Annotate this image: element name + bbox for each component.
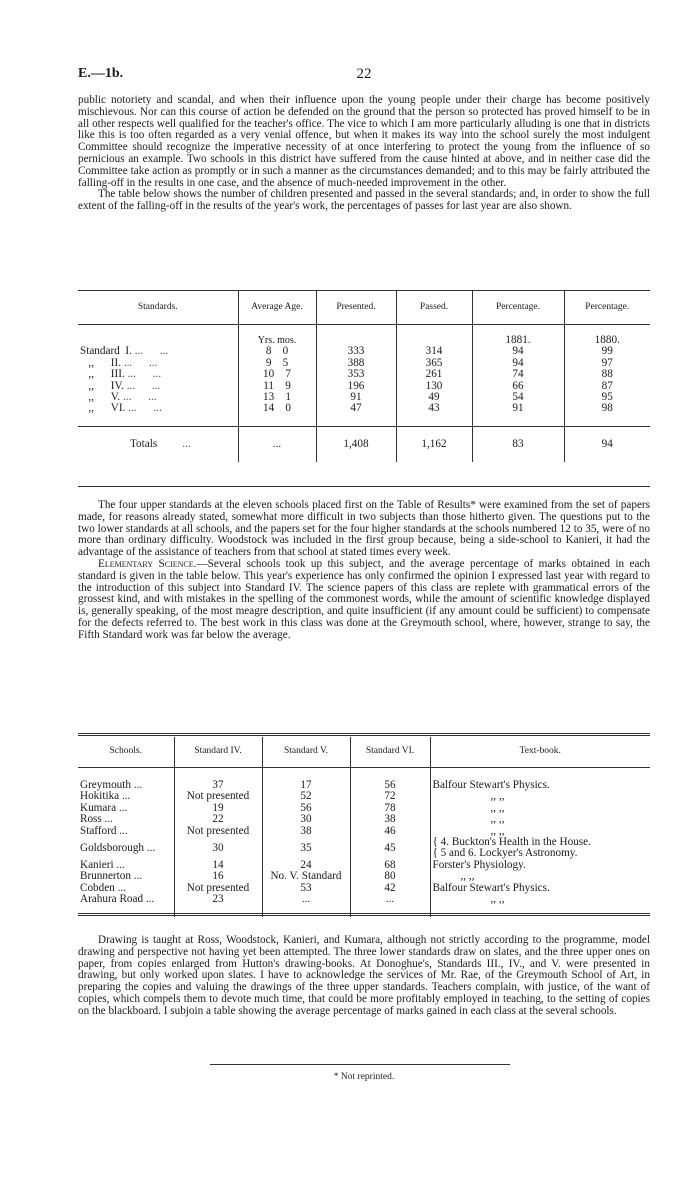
col-standard-iv: Standard IV. — [174, 737, 262, 768]
age-units: Yrs. mos. — [238, 325, 316, 347]
col-standard-v: Standard V. — [262, 737, 350, 768]
science-table-bottom-rule — [78, 913, 650, 916]
col-standards: Standards. — [78, 291, 238, 325]
table-row: Stafford ... Not presented 38 46 ,, ,, — [78, 826, 650, 837]
col-percentage-1880: Percentage. — [564, 291, 650, 325]
footnote-rule — [210, 1064, 510, 1065]
paragraph-drawing: Drawing is taught at Ross, Woodstock, Kanieri, and Kumara, although not strictly according to the programme, model drawing and perspective not having yet been attempted. The three lower standards draw on slates, and the three upper ones on paper, from copies enlarged from Hutton's drawing-books. At Donoghue's, Standards III., IV., and V. were presented in drawing, but only worked upon slates. I have to acknowledge the services of Mr. Rae, of the Greymouth School of Art, in preparing the copies and valuing the drawings of the three upper standards. Teachers complain, with justice, of the want of copies, which compels them to devote much time, that could be more profitably employed in teaching, to the setting of copies on the blackboard. I subjoin a table showing the average percentage of marks gained in each class at the several schools. — [78, 934, 650, 1017]
table-bottom-rule — [78, 486, 650, 487]
table-row: Ross ... 22 30 38 ,, ,, — [78, 814, 650, 825]
paragraph-science: Elementary Science.—Several schools took up this subject, and the average percentage of marks obtained in each standard is given in the table below. This year's experience has only confirmed the opinion I expressed last year with regard to the introduction of this subject into Standard IV. The science papers of this class are replete with grammatical errors of the grossest kind, and with mistakes in the spelling of the commonest words, while the amount of scientific knowledge displayed is, generally speaking, of the most meagre description, and quite insufficient (if any amount could be sufficient) to compensate for the defects referred to. The best work in this class was done at the Greymouth school, where, however, strange to say, the Fifth Standard work was far below the average. — [78, 557, 650, 641]
col-presented: Presented. — [316, 291, 396, 325]
paragraph-table-intro: The table below shows the number of children presented and passed in the several standards; and, in order to show the full extent of the falling-off in the results of the year's work, the percentages of passes for last year are also shown. — [78, 188, 650, 213]
table-row: ,, IV. ... ... 11 9 196 130 66 87 — [78, 381, 650, 392]
col-passed: Passed. — [396, 291, 472, 325]
col-percentage-1881: Percentage. — [472, 291, 564, 325]
science-heading: Elementary Science. — [98, 557, 197, 570]
year-1880: 1880. — [564, 325, 650, 347]
table-row: ,, III. ... ... 10 7 353 261 74 88 — [78, 369, 650, 380]
page-number: 22 — [356, 66, 372, 82]
science-table-top-rule — [78, 733, 650, 736]
table-row: Cobden ... Not presented 53 42 Balfour Stewart's Physics. — [78, 883, 650, 894]
totals-row: Totals ... ... 1,408 1,162 83 94 — [78, 426, 650, 462]
table-row: Hokitika ... Not presented 52 72 ,, ,, — [78, 791, 650, 802]
table-row: Kanieri ... 14 24 68 Forster's Physiology. — [78, 860, 650, 871]
col-text-book: Text-book. — [430, 737, 650, 768]
table-row: Goldsborough ... 30 35 45 { 4. Buckton's Health in the House. { 5 and 6. Lockyer's Astronomy. — [78, 837, 650, 860]
table-row: ,, VI. ... ... 14 0 47 43 91 98 — [78, 403, 650, 426]
table-row: ,, II. ... ... 9 5 388 365 94 97 — [78, 358, 650, 369]
year-1881: 1881. — [472, 325, 564, 347]
document-code: E.—1b. — [78, 66, 124, 81]
col-standard-vi: Standard VI. — [350, 737, 430, 768]
table-row: Arahura Road ... 23 ... ... ,, ,, — [78, 894, 650, 917]
bottom-text — [78, 935, 650, 1018]
page-header — [78, 66, 650, 86]
table-row: Kumara ... 19 56 78 ,, ,, — [78, 803, 650, 814]
table-row: Brunnerton ... 16 No. V. Standard 80 ,, ,, — [78, 871, 650, 882]
science-table — [78, 737, 650, 917]
table-row: Standard I. ... ... 8 0 333 314 94 99 — [78, 346, 650, 357]
table-row: ,, V. ... ... 13 1 91 49 54 95 — [78, 392, 650, 403]
paragraph-continuation: public notoriety and scandal, and when their influence upon the young people under their charge has become positively mischievous. Nor can this course of action be defended on the ground that the person so protected has proved himself to be in all other respects well qualified for the teacher's office. The vice to which I am more particularly alluding is one that in districts like this is too often regarded as a very venial offence, but when it makes its way into the school surely the most indulgent Committee should recognize the imperative necessity of at once interfering to protect the young from the influence of so pernicious an example. Two schools in this district have suffered from the cause hinted at above, and in neither case did the Committee take action as promptly or in such a manner as the circumstances demanded; and to this may be fairly attributed the falling-off in the results in one case, and the absence of much-needed improvement in the other. — [78, 94, 650, 189]
col-schools: Schools. — [78, 737, 174, 768]
top-text — [78, 95, 650, 213]
table-row: Greymouth ... 37 17 56 Balfour Stewart's Physics. — [78, 768, 650, 792]
col-average-age: Average Age. — [238, 291, 316, 325]
footnote: * Not reprinted. — [333, 1072, 395, 1082]
standards-table — [78, 291, 650, 462]
middle-text — [78, 500, 650, 642]
paragraph-upper-standards: The four upper standards at the eleven schools placed first on the Table of Results* were examined from the set of papers made, for reasons already stated, somewhat more difficult in two subjects than those hitherto given. The questions put to the two lower standards at all schools, and the papers set for the four higher standards at the schools numbered 12 to 35, were of no more than ordinary difficulty. Woodstock was included in the first group because, being a side-school to Kanieri, it had the advantage of the assistance of teachers from that school at stated times every week. — [78, 499, 650, 559]
